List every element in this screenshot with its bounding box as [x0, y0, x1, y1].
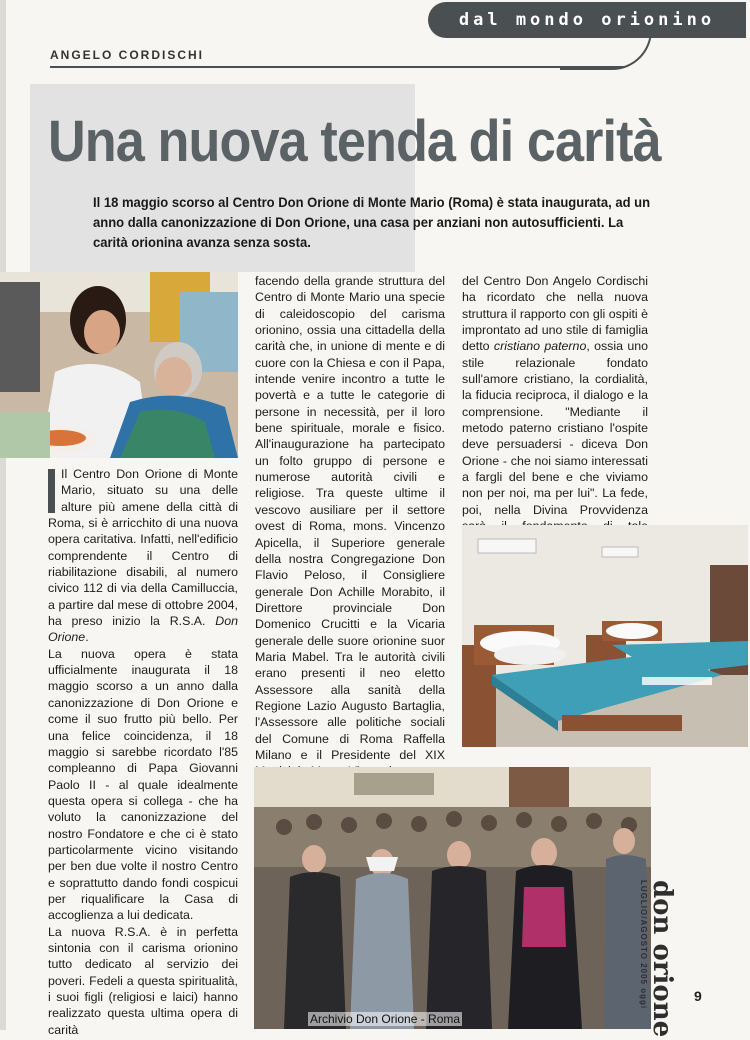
page-edge [0, 0, 6, 1030]
photo-nurse-with-resident [0, 272, 238, 458]
dropcap-bar [48, 469, 55, 513]
col3-paragraph [462, 273, 648, 551]
photo-inauguration-assembly [254, 767, 651, 1029]
col1-paragraph-3: La nuova R.S.A. è in perfetta sintonia con il carisma orionino tutto dedicato al servizio dei poveri. Fedeli a questa spiritualità, i suoi figli (religiosi e laici) hanno realizzato questa ultima opera di carità [48, 924, 238, 1037]
author-byline: ANGELO CORDISCHI [50, 48, 205, 62]
header-rule [50, 66, 625, 68]
photo-bedroom [462, 525, 748, 747]
col3-italic: cristiano paterno [493, 339, 587, 354]
archive-caption: Archivio Don Orione - Roma [310, 1012, 461, 1026]
col3-text-a: del Centro Don Angelo Cordischi ha ricordato che nella nuova struttura il rapporto con gli ospiti è improntato ad uno stile di famiglia detto [462, 274, 648, 354]
magazine-name: don orione [647, 880, 677, 1038]
magazine-side-label [634, 880, 676, 1040]
col1-p1-end: . [85, 630, 89, 645]
col1-p1-italic: Don Orione [48, 614, 238, 645]
article-column-2 [255, 273, 445, 796]
article-title: Una nuova tenda di carità [48, 109, 661, 174]
article-column-1 [48, 466, 238, 1038]
col3-text-b: , ossia uno stile relazionale fondato sull'amore cristiano, la cordialità, la fiducia reciproca, il dialogo e la comprensione. "Mediante il metodo paterno cristiano l'ospite deve persuadersi - diceva Don Orione - che noi siamo interessati a fargli del bene e che viviamo non per noi, ma per lui". La fede, poi, nella Divina Provvidenza [462, 339, 648, 517]
page-number: 9 [694, 988, 702, 1004]
magazine-issue-date: LUGLIO/AGOSTO 2005 [639, 880, 648, 985]
magazine-edition: oggi [639, 988, 648, 1010]
col1-paragraph-1 [48, 466, 238, 646]
col2-paragraph-1: facendo della grande struttura del Centro di Monte Mario una specie di caleidoscopio del carisma orionino, ossia una cittadella della carità che, in unione di mente e di cuore con la Chiesa e con il Papa, intende venire incontro a tutte le povertà e a tutte le categorie di persone in necessità, per il loro bene spirituale, morale e fisico. All'inaugurazione ha partecipato un folto gruppo di persone e numerose autorità civili e religiose. Tra queste ultime il vescovo ausiliare per il settore ovest di Roma, mons. Vincenzo Apicella, il Superiore generale della nostra Congregazione Don Flavio Peloso, il Consigliere generale Don Achille Morabito, il Direttore provinciale Don Domenico Crucitti e la Vicaria generale delle suore orionine suor Maria Mabel. Tra le autorità civili erano presenti il neo eletto Assessore alla sanità della Regione Lazio Augusto Bartaglia, l'Assessore alle politiche sociali del Comune di Roma Raffella Milano e il Presidente del XIX [255, 274, 445, 762]
col1-initial: I [61, 467, 65, 481]
col1-paragraph-2: La nuova opera è stata ufficialmente inaugurata il 18 maggio scorso a un anno dalla canonizzazione di Don Orione e come il suo frutto più bello. Per una felice coincidenza, il 18 maggio si sarebbe ricordato l'85 compleanno di Papa Giovanni Paolo II - al quale idealmente questa opera si collega - che ha voluto la canonizzazione del nostro Fondatore e che ci è stato particolarmente vicino visitando per ben due volte il nostro Centro e soprattutto dando fondi cospicui per riqualificare la Casa di accoglienza a lui dedicata. [48, 646, 238, 923]
header-curve [560, 30, 652, 70]
article-column-3 [462, 273, 648, 551]
section-label: dal mondo orionino [428, 2, 746, 38]
article-lead: Il 18 maggio scorso al Centro Don Orione di Monte Mario (Roma) è stata inaugurata, ad un anno dalla canonizzazione di Don Orione, una casa per anziani non autosufficienti. La carità orionina avanza senza sosta. [93, 194, 651, 250]
col1-p1-text: l Centro Don Orione di Monte Mario, situato su una delle alture più amene della città di Roma, si è arricchito di una nuova opera caritativa. Infatti, nell'edificio comprendente il Centro di riabilitazione disabili, al numero civico 112 di via della Camilluccia, a partire dal mese di ottobre 2004, ha preso inizio la R.S.A. [48, 467, 238, 629]
